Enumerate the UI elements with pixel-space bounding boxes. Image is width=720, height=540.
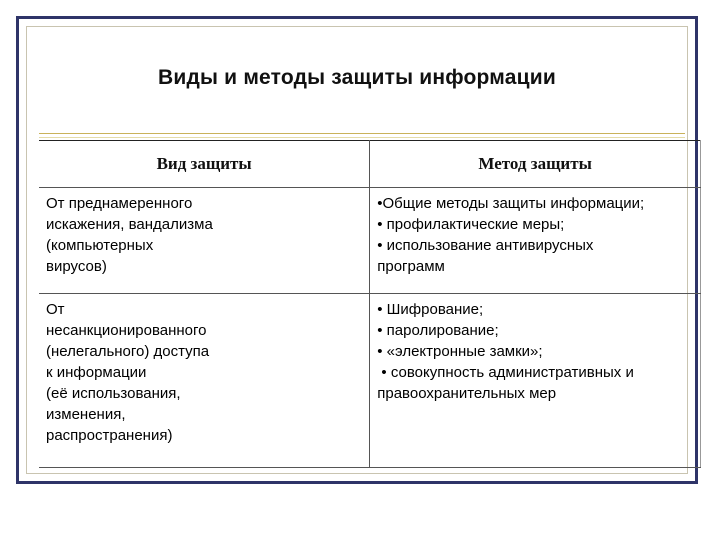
table-header-row xyxy=(39,141,701,188)
cell-line: От преднамеренного xyxy=(46,195,193,212)
cell-line: правоохранительных мер xyxy=(377,385,557,402)
cell-line: • использование антивирусных xyxy=(377,237,594,254)
cell-line: (компьютерных xyxy=(46,237,154,254)
title-divider-secondary xyxy=(39,137,685,138)
cell-line: •Общие методы защиты информации; xyxy=(377,195,645,212)
slide-frame xyxy=(16,16,698,484)
cell-line: • «электронные замки»; xyxy=(377,343,543,360)
title-divider xyxy=(39,133,685,134)
table-row xyxy=(39,294,701,468)
cell-protection-method xyxy=(370,294,701,468)
cell-line: (её использования, xyxy=(46,385,181,402)
cell-protection-type xyxy=(39,294,370,468)
cell-line: • паролирование; xyxy=(377,322,499,339)
cell-line: распространения) xyxy=(46,427,173,444)
header-protection-method: Метод защиты xyxy=(370,141,701,188)
cell-line: • профилактические меры; xyxy=(377,216,565,233)
cell-protection-method xyxy=(370,188,701,294)
cell-line: к информации xyxy=(46,364,147,381)
cell-line: (нелегального) доступа xyxy=(46,343,210,360)
cell-line: вирусов) xyxy=(46,258,107,275)
header-protection-type: Вид защиты xyxy=(39,141,370,188)
cell-protection-type xyxy=(39,188,370,294)
cell-line: • Шифрование; xyxy=(377,301,484,318)
cell-line: От xyxy=(46,301,65,318)
slide-title: Виды и методы защиты информации xyxy=(158,66,556,89)
protection-methods-table xyxy=(39,140,701,468)
cell-line: изменения, xyxy=(46,406,126,423)
table-row xyxy=(39,188,701,294)
cell-line: программ xyxy=(377,258,445,275)
cell-line: • совокупность административных и xyxy=(377,364,634,381)
cell-line: искажения, вандализма xyxy=(46,216,213,233)
cell-line: несанкционированного xyxy=(46,322,207,339)
